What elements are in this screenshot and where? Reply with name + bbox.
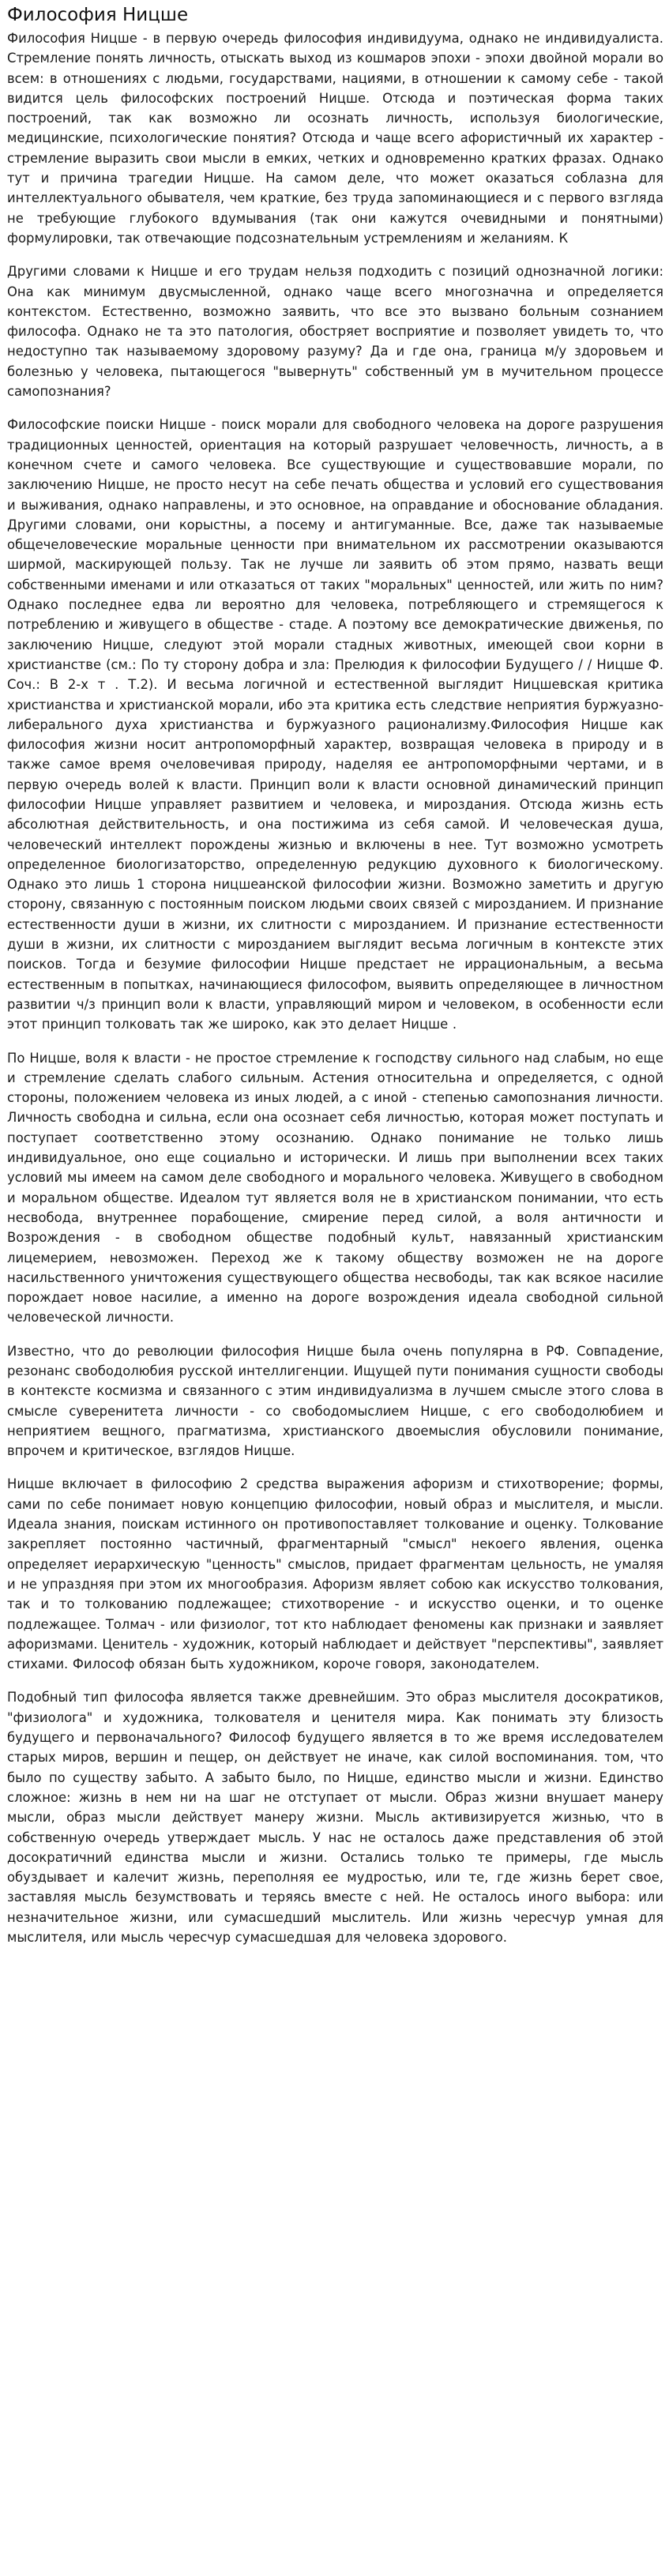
paragraph-morality: Философские поиски Ницше - поиск морали для свободного человека на дороге разрушения традиционных ценностей, ориентация на который разрушает человечность, личность, а в конечном счете и самого человека. Все существующие и существовавшие морали, по заключению Ницше, не просто несут на себе печать общества и условий его существования и выживания, однако направлены, и это основное, на оправдание и обоснование обладания. Другими словами, они корыстны, а посему и антигуманные. Все, даже так называемые общечеловеческие моральные ценности при внимательном их рассмотрении оказываются ширмой, маскирующей пользу. Так не лучше ли заявить об этом прямо, назвать вещи собственными именами и или отказаться от таких "моральных" ценностей, или жить по ним? Однако последнее едва ли вероятно для человека, потребляющего и стремящегося к потреблению и живущего в обществе - стаде. А поэтому все демократические движенья, по заключению Ницше, следуют этой морали стадных животных, имеющей свои корни в христианстве (см.: По ту сторону добра и зла: Прелюдия к философии Будущего / / Ницше Ф. Соч.: В 2-х т . Т.2). И весьма логичной и естественной выглядит Ницшевская критика христианства и христианской морали, ибо эта критика есть следствие неприятия буржуазно-либерального духа христианства и буржуазного рационализму.Философия Ницше как философия жизни носит антропоморфный характер, возвращая человека в природу и в также самое время очеловечивая природу, наделяя ее антропоморфными чертами, и в первую очередь волей к власти. Принцип воли к власти основной динамический принцип философии Ницше управляет развитием и человека, и мироздания. Отсюда жизнь есть абсолютная действительность, и она постижима из себя самой. И человеческая душа, человеческий интеллект порождены жизнью и включены в нее. Тут возможно усмотреть определенное биологизаторство, определенную редукцию духовного к биологическому. Однако это лишь 1 сторона ницшеанской философии жизни. Возможно заметить и другую сторону, связанную с постоянным поиском людьми своих связей с мирозданием. И признание естественности души в жизни, их слитности с мирозданием. И признание естественности души в жизни, их слитности с мирозданием выглядит весьма логичным в контексте этих поисков. Тогда и безумие философии Ницше предстает не иррациональным, а весьма естественным в попытках, начинающиеся философом, выявить определяющее в личностном развитии ч/з принцип воли к власти, управляющий миром и человеком, в особенности если этот принцип толковать так же широко, как это делает Ницше .: [7, 417, 663, 1032]
paragraph-aphorism: Ницше включает в философию 2 средства выражения афоризм и стихотворение; формы, сами по себе понимает новую концепцию философии, новый образ и мыслителя, и мысли. Идеала знания, поискам истинного он противопоставляет толкование и оценку. Толкование закрепляет постоянно частичный, фрагментарный "смысл" некоего явления, оценка определяет иерархическую "ценность" смыслов, придает фрагментам цельность, не умаляя и не упраздняя при этом их многообразия. Афоризм являет собою как искусство толкования, так и то толкованию подлежащее; стихотворение - и искусство оценки, и то оценке подлежащее. Толмач - или физиолог, тот кто наблюдает феномены как признаки и заявляет афоризмами. Ценитель - художник, который наблюдает и действует "перспективы", заявляет стихами. Философ обязан быть художником, короче говоря, законодателем.: [7, 1476, 663, 1672]
article: [0, 3, 669, 1947]
page-title: Философия Ницше: [7, 5, 189, 25]
paragraph-russia: Известно, что до революции философия Ницше была очень популярна в РФ. Совпадение, резонанс свободолюбия русской интеллигенции. Ищущей пути понимания сущности свободы в контексте космизма и связанного с этим индивидуализма в лучшем смысле этого слова в смысле суверенитета личности - со свободомыслием Ницше, с его свободолюбием и неприятием вещного, прагматизма, христианского двоемыслия обусловили понимание, впрочем и критическое, взглядов Ницше.: [7, 1343, 663, 1459]
paragraph-philosopher-type: Подобный тип философа является также древнейшим. Это образ мыслителя досократиков, "физиолога" и художника, толкователя и ценителя мира. Как понимать эту близость будущего и первоначального? Философ будущего является в то же время исследователем старых миров, вершин и пещер, он действует не иначе, как силой воспоминания. том, что было по существу забыто. А забыто было, по Ницше, единство мысли и жизни. Единство сложное: жизнь в нем ни на шаг не отступает от мысли. Образ жизни внушает манеру мысли, образ мысли действует манеру жизни. Мысль активизируется жизнью, что в собственную очередь утверждает мысль. У нас не осталось даже представления об этой досократичний единства мысли и жизни. Остались только те примеры, где мысль обуздывает и калечит жизнь, переполняя ее мудростью, или те, где жизнь берет свое, заставляя мысль безумствовать и теряясь вместе с ней. Не осталось иного выбора: или незначительное жизни, или сумасшедший мыслитель. Или жизнь чересчур умная для мыслителя, или мысль чересчур сумасшедшая для человека здорового.: [7, 1690, 663, 1946]
paragraph-logic: Другими словами к Ницше и его трудам нельзя подходить с позиций однозначной логики: Она как минимум двусмысленной, однако чаще всего многозначна и определяется контекстом. Естественно, возможно заявить, что все это вызвано больным сознанием философа. Однако не та это патология, обостряет восприятие и позволяет увидеть то, что недоступно так называемому здоровому разуму? Да и где она, граница м/у здоровьем и болезнью у человека, пытающегося "вывернуть" собственный ум в мучительном процессе самопознания?: [7, 264, 663, 400]
paragraph-intro: Философия Ницше - в первую очередь философия индивидуума, однако не индивидуалиста. Стремление понять личность, отыскать выход из кошмаров эпохи - эпохи двойной морали во всем: в отношениях с людьми, государствами, нациями, в отношении к самому себе - такой видится цель философских построений Ницше. Отсюда и поэтическая форма таких построений, так как возможно ли осознать личность, используя биологические, медицинские, психологические понятия? Отсюда и чаще всего афористичный их характер - стремление выразить свои мысли в емких, четких и одновременно кратких фразах. Однако тут и причина трагедии Ницше. На самом деле, что может оказаться соблазна для интеллектуального обывателя, чем краткие, без труда запоминающиеся и с первого взгляда не требующие глубокого вдумывания (так они кажутся очевидными и понятными) формулировки, так отвечающие подсознательным устремлениям и желаниям. К: [7, 31, 663, 246]
paragraph-will-to-power: По Ницше, воля к власти - не простое стремление к господству сильного над слабым, но еще и стремление сделать слабого сильным. Астения относительна и определяется, с одной стороны, положением человека из иных людей, а с иной - степенью самопознания личности. Личность свободна и сильна, если она осознает себя личностью, которая может поступать и поступает соответственно этому осознанию. Однако понимание не только лишь индивидуальное, оно еще социально и исторически. И лишь при выполнении всех таких условий мы имеем на самом деле свободного и морального человека. Живущего в свободном и моральном обществе. Идеалом тут является воля не в христианском понимании, что есть несвобода, внутреннее порабощение, смирение перед силой, а воля античности и Возрождения - в свободном обществе подобный культ, навязанный христианским лицемерием, невозможен. Переход же к такому обществу возможен не на дороге насильственного уничтожения существующего общества несвободы, так как всякое насилие порождает новое насилие, а именно на дороге возрождения идеала свободной сильной человеческой личности.: [7, 1050, 663, 1326]
